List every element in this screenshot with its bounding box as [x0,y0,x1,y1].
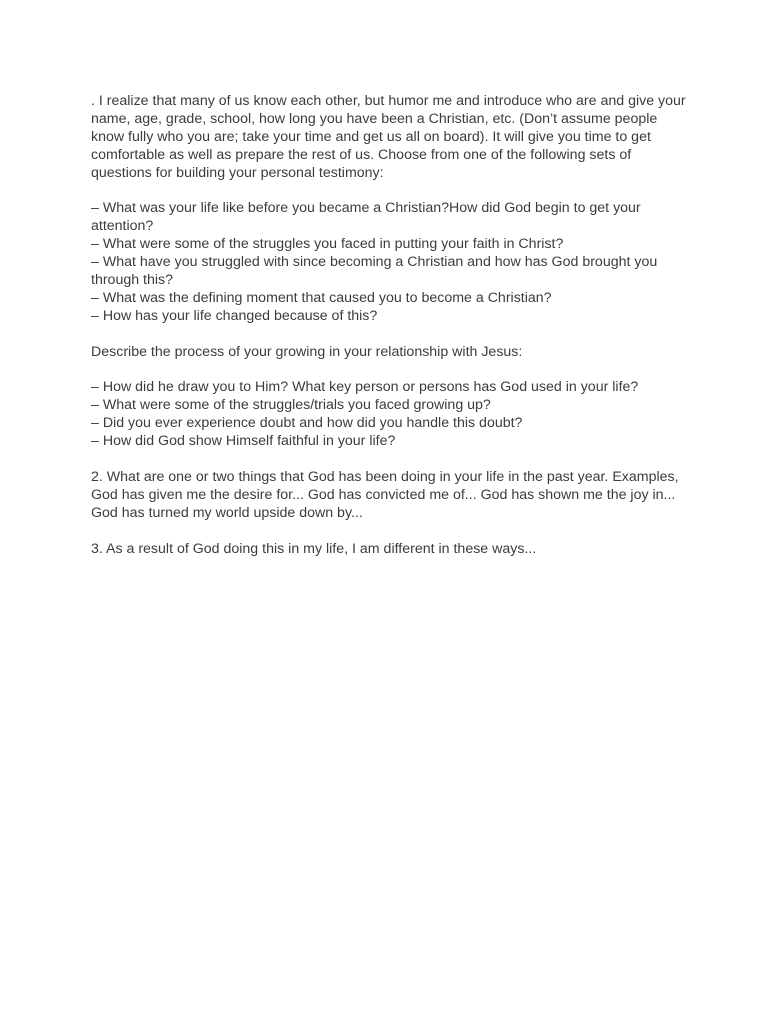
question-item: – What have you struggled with since becoming a Christian and how has God brought you through this? [91,254,658,289]
question-item: – How did God show Himself faithful in your life? [91,433,396,450]
spacer [91,183,691,201]
question-item: – What was the defining moment that caused you to become a Christian? [91,289,552,306]
spacer [91,362,691,380]
question-item: – What were some of the struggles/trials you faced growing up? [91,397,491,414]
describe-paragraph: Describe the process of your growing in your relationship with Jesus: [91,343,523,360]
question-item: – How did he draw you to Him? What key person or persons has God used in your life? [91,379,639,396]
intro-paragraph: . I realize that many of us know each other, but humor me and introduce who are and give your name, age, grade, school, how long you have been a Christian, etc. (Don’t assume people know fully who you are; take your time and get us all on board). It will give you time to get comfortable as well as prepare the rest of us. Choose from one of the following sets of questions for building your personal testimony: [91,93,686,181]
spacer [91,523,691,541]
question-item: – How has your life changed because of this? [91,307,378,324]
question-set-1 [91,200,691,325]
spacer [91,326,691,344]
question-item: – Did you ever experience doubt and how did you handle this doubt? [91,415,523,432]
question-set-2 [91,379,691,451]
question-2-paragraph: 2. What are one or two things that God has been doing in your life in the past year. Examples, God has given me the desire for... God has convicted me of... God has shown me the joy in... God has turned my world upside down by... [91,468,679,521]
document-page [91,93,691,558]
question-3-paragraph: 3. As a result of God doing this in my life, I am different in these ways... [91,540,537,557]
spacer [91,451,691,469]
question-item: – What was your life like before you became a Christian?How did God begin to get your attention? [91,200,641,235]
question-item: – What were some of the struggles you faced in putting your faith in Christ? [91,236,564,253]
